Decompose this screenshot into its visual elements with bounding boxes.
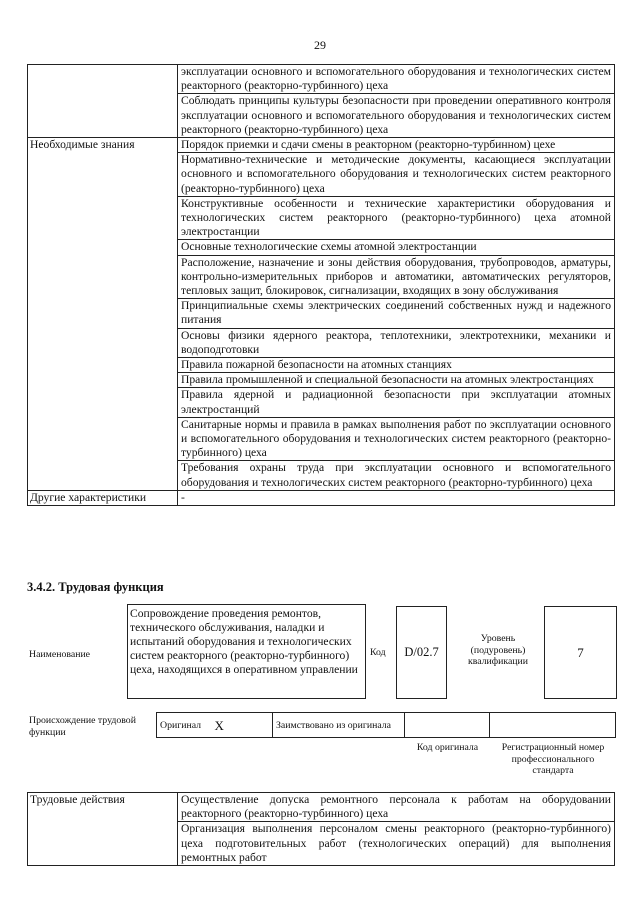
skills-knowledge-table <box>27 64 615 506</box>
row-item: Правила пожарной безопасности на атомных станциях <box>178 358 615 373</box>
table-row <box>28 490 615 505</box>
row-item: Правила ядерной и радиационной безопасности при эксплуатации атомных электростанций <box>178 388 615 417</box>
row-item: Порядок приемки и сдачи смены в реакторном (реакторно-турбинном) цехе <box>178 138 615 153</box>
code-value: D/02.7 <box>404 645 439 659</box>
original-mark: X <box>212 713 273 738</box>
row-item: эксплуатации основного и вспомогательного оборудования и технологических систем реакторного (реакторно-турбинного) цеха <box>178 65 615 94</box>
function-name-value: Сопровождение проведения ремонтов, технического обслуживания, наладки и испытаний оборудования и технологических систем реакторного (реакторно-турбинного) цеха, находящихся в оперативном управлении <box>130 607 358 676</box>
row-item: Расположение, назначение и зоны действия оборудования, трубопроводов, арматуры, контрольно-измерительных приборов и автоматики, автоматических регуляторов, тепловых защит, блокировок, сигнализации, входящих в зону обслуживания <box>178 255 615 299</box>
row-item: Правила промышленной и специальной безопасности на атомных электростанциях <box>178 373 615 388</box>
function-name-box <box>127 604 366 699</box>
row-label: Необходимые знания <box>28 138 178 491</box>
table-row <box>28 138 615 153</box>
labor-actions-table <box>27 792 615 866</box>
code-original-caption: Код оригинала <box>416 742 479 753</box>
origin-table <box>156 712 616 738</box>
original-code-cell <box>405 713 490 738</box>
row-item: Требования охраны труда при эксплуатации основного и вспомогательного оборудования и технологических систем реакторного (реакторно-турбинного) цеха <box>178 461 615 490</box>
registration-number-cell <box>490 713 616 738</box>
section-title: 3.4.2. Трудовая функция <box>27 580 164 594</box>
table-row <box>28 65 615 94</box>
level-label: Уровень (подуровень) квалификации <box>467 633 529 667</box>
row-item: Конструктивные особенности и технические характеристики оборудования и технологических систем реакторного (реакторно-турбинного) цеха атомной электростанции <box>178 196 615 240</box>
level-box <box>544 606 617 699</box>
row-item: Основы физики ядерного реактора, теплотехники, электротехники, механики и водоподготовки <box>178 328 615 357</box>
row-item: Организация выполнения персоналом смены реакторного (реакторно-турбинного) цеха подготовительных работ (технологических операций) для выполнения ремонтных работ <box>178 822 615 866</box>
row-item: Нормативно-технические и методические документы, касающиеся эксплуатации основного и вспомогательного оборудования и технологических систем реакторного (реакторно-турбинного) цеха <box>178 153 615 197</box>
level-value: 7 <box>577 645 584 660</box>
row-item: Основные технологические схемы атомной электростанции <box>178 240 615 255</box>
code-label: Код <box>370 647 386 658</box>
row-item: - <box>178 490 615 505</box>
origin-label: Происхождение трудовой функции <box>29 715 136 738</box>
row-item: Соблюдать принципы культуры безопасности при проведении оперативного контроля эксплуатации основного и вспомогательного оборудования и технологических систем реакторного (реакторно-турбинного) цеха <box>178 94 615 138</box>
row-item: Санитарные нормы и правила в рамках выполнения работ по эксплуатации основного и вспомогательного оборудования и технологических систем реакторного (реакторно-турбинного) цеха <box>178 417 615 461</box>
row-label <box>28 65 178 138</box>
borrowed-label: Заимствовано из оригинала <box>273 713 405 738</box>
name-label: Наименование <box>29 649 91 660</box>
row-item: Принципиальные схемы электрических соединений собственных нужд и надежного питания <box>178 299 615 328</box>
table-row <box>28 793 615 822</box>
row-item: Осуществление допуска ремонтного персонала к работам на оборудовании реакторного (реакторно-турбинного) цеха <box>178 793 615 822</box>
row-label: Другие характеристики <box>28 490 178 505</box>
page-number: 29 <box>314 38 326 52</box>
row-label: Трудовые действия <box>28 793 178 866</box>
code-box <box>396 606 447 699</box>
registration-number-caption: Регистрационный номер профессионального стандарта <box>501 742 605 776</box>
original-label: Оригинал <box>157 713 212 738</box>
